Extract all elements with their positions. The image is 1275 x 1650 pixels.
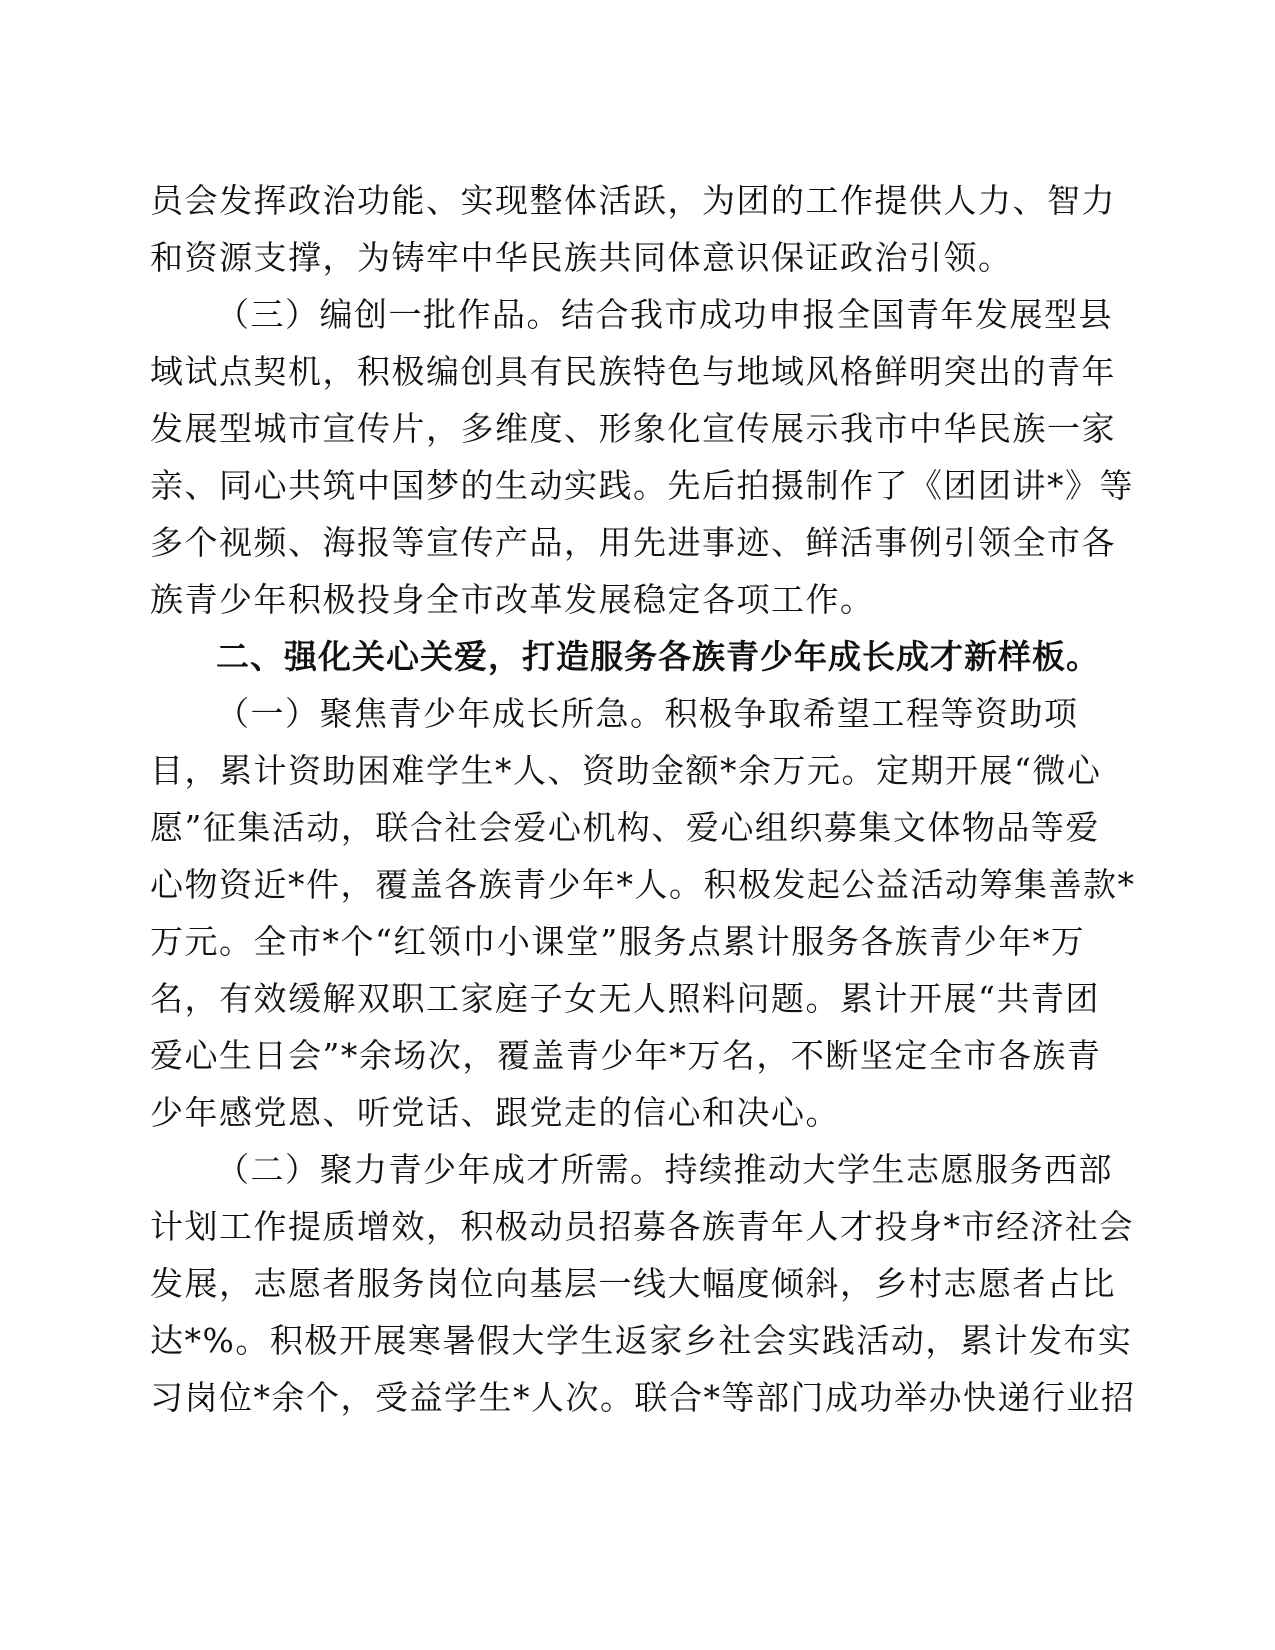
paragraph <box>150 1141 1136 1426</box>
paragraph <box>150 685 1136 1141</box>
text-line: 少年感党恩、听党话、跟党走的信心和决心。 <box>150 1093 840 1132</box>
text-line: 心物资近*件，覆盖各族青少年*人。积极发起公益活动筹集善款* <box>150 865 1136 904</box>
text-line: （二）聚力青少年成才所需。持续推动大学生志愿服务西部 <box>216 1150 1113 1189</box>
text-line: 发展，志愿者服务岗位向基层一线大幅度倾斜，乡村志愿者占比 <box>150 1264 1116 1303</box>
paragraph <box>150 172 1116 286</box>
text-line: 发展型城市宣传片，多维度、形象化宣传展示我市中华民族一家 <box>150 409 1116 448</box>
heading-line: 二、强化关心关爱，打造服务各族青少年成长成才新样板。 <box>216 637 1100 676</box>
section-heading <box>150 628 1110 685</box>
text-line: （一）聚焦青少年成长所急。积极争取希望工程等资助项 <box>216 694 1079 733</box>
text-line: 万元。全市*个“红领巾小课堂”服务点累计服务各族青少年*万 <box>150 922 1086 961</box>
text-line: 爱心生日会”*余场次，覆盖青少年*万名，不断坚定全市各族青 <box>150 1036 1102 1075</box>
text-line: 愿”征集活动，联合社会爱心机构、爱心组织募集文体物品等爱 <box>150 808 1100 847</box>
text-line: 习岗位*余个，受益学生*人次。联合*等部门成功举办快递行业招 <box>150 1378 1136 1417</box>
text-line: 员会发挥政治功能、实现整体活跃，为团的工作提供人力、智力 <box>150 181 1116 220</box>
text-line: 域试点契机，积极编创具有民族特色与地域风格鲜明突出的青年 <box>150 352 1116 391</box>
text-line: 和资源支撑，为铸牢中华民族共同体意识保证政治引领。 <box>150 238 1013 277</box>
text-line: 名，有效缓解双职工家庭子女无人照料问题。累计开展“共青团 <box>150 979 1100 1018</box>
text-line: 达*%。积极开展寒暑假大学生返家乡社会实践活动，累计发布实 <box>150 1321 1133 1360</box>
document-page <box>150 172 1136 1426</box>
paragraph <box>150 286 1134 628</box>
text-line: 亲、同心共筑中国梦的生动实践。先后拍摄制作了《团团讲*》等 <box>150 466 1134 505</box>
text-line: 目，累计资助困难学生*人、资助金额*余万元。定期开展“微心 <box>150 751 1102 790</box>
text-line: 族青少年积极投身全市改革发展稳定各项工作。 <box>150 580 875 619</box>
text-line: 计划工作提质增效，积极动员招募各族青年人才投身*市经济社会 <box>150 1207 1134 1246</box>
text-line: （三）编创一批作品。结合我市成功申报全国青年发展型县 <box>216 295 1113 334</box>
text-line: 多个视频、海报等宣传产品，用先进事迹、鲜活事例引领全市各 <box>150 523 1116 562</box>
